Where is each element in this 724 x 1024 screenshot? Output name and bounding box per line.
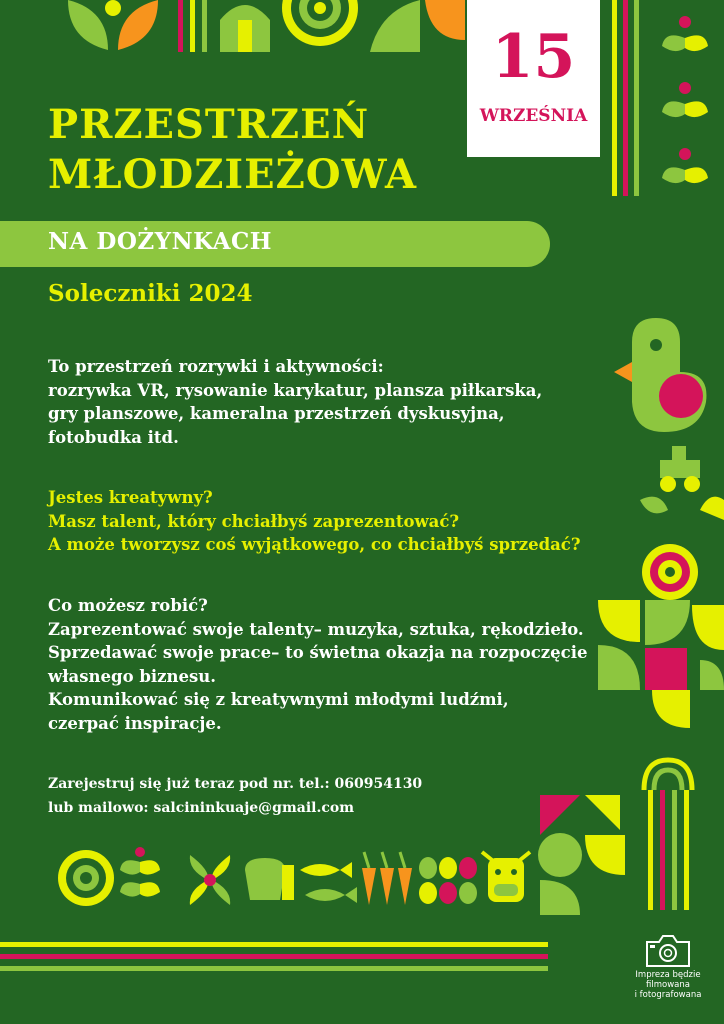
activity-line: własnego biznesu. (48, 666, 217, 686)
stripes-right (612, 0, 639, 196)
filming-notice (622, 970, 714, 1000)
wheat-icon (120, 847, 160, 897)
activity-line: czerpać inspiracje. (48, 713, 222, 733)
activity-line: Co możesz robić? (48, 596, 208, 615)
eggs-icon (419, 857, 477, 904)
leaf-sprout-icon (68, 0, 158, 50)
title-line-1: PRZESTRZEŃ (48, 101, 370, 148)
contact-email: lub mailowo: salcininkuaje@gmail.com (48, 800, 355, 816)
intro-line: fotobudka itd. (48, 427, 179, 447)
poster-title (48, 100, 417, 200)
geometric-tiles (538, 795, 625, 915)
activity-line: Zaprezentować swoje talenty– muzyka, sztuka, rękodzieło. (48, 619, 584, 639)
camera-icon (644, 934, 692, 968)
intro-paragraph (48, 355, 542, 449)
notice-line: i fotografowana (634, 990, 702, 1000)
activity-line: Sprzedawać swoje prace– to świetna okazja na rozpoczęcie (48, 643, 588, 662)
cow-icon (482, 852, 530, 902)
question-line: Jestes kreatywny? (48, 488, 213, 507)
title-line-2: MŁODZIEŻOWA (48, 151, 418, 198)
activities-paragraph (48, 594, 587, 735)
arch-shape (220, 5, 270, 52)
activity-line: Komunikować się z kreatywnymi młodymi ludźmi, (48, 690, 509, 709)
plant-cluster-right (598, 497, 724, 728)
event-banner-text: NA DOŻYNKACH (48, 228, 273, 255)
question-line: A może tworzysz coś wyjątkowego, co chciałbyś sprzedać? (48, 535, 581, 554)
fish-icon (300, 862, 357, 903)
contact-phone: Zarejestruj się już teraz pod nr. tel.: 060954130 (48, 776, 423, 792)
contact-info (48, 772, 422, 820)
date-badge (467, 0, 600, 157)
concentric-circle-icon (282, 0, 358, 46)
bottom-icon-row (58, 847, 530, 906)
stripes-top (178, 0, 207, 52)
stripes-bottom (0, 942, 548, 971)
bread-icon (245, 858, 294, 900)
notice-line: Impreza będzie (635, 970, 701, 980)
arch-rings-icon (644, 760, 692, 910)
notice-line: filmowana (646, 980, 690, 990)
intro-line: rozrywka VR, rysowanie karykatur, plansza piłkarska, (48, 380, 543, 400)
tractor-icon (660, 446, 700, 492)
leaf-corner (370, 0, 420, 52)
wheat-icon (662, 16, 708, 183)
intro-line: To przestrzeń rozrywki i aktywności: (48, 357, 384, 376)
carrot-icon (362, 852, 412, 905)
questions-paragraph (48, 486, 581, 557)
flower-icon (190, 855, 230, 905)
date-day: 15 (491, 22, 576, 92)
bird-icon (614, 318, 706, 432)
leaf-corner-orange (425, 0, 465, 40)
intro-line: gry planszowe, kameralna przestrzeń dyskusyjna, (48, 404, 505, 423)
question-line: Masz talent, który chciałbyś zaprezentować? (48, 511, 460, 531)
event-location-year: Soleczniki 2024 (48, 280, 253, 307)
date-month: WRZEŚNIA (479, 106, 588, 126)
